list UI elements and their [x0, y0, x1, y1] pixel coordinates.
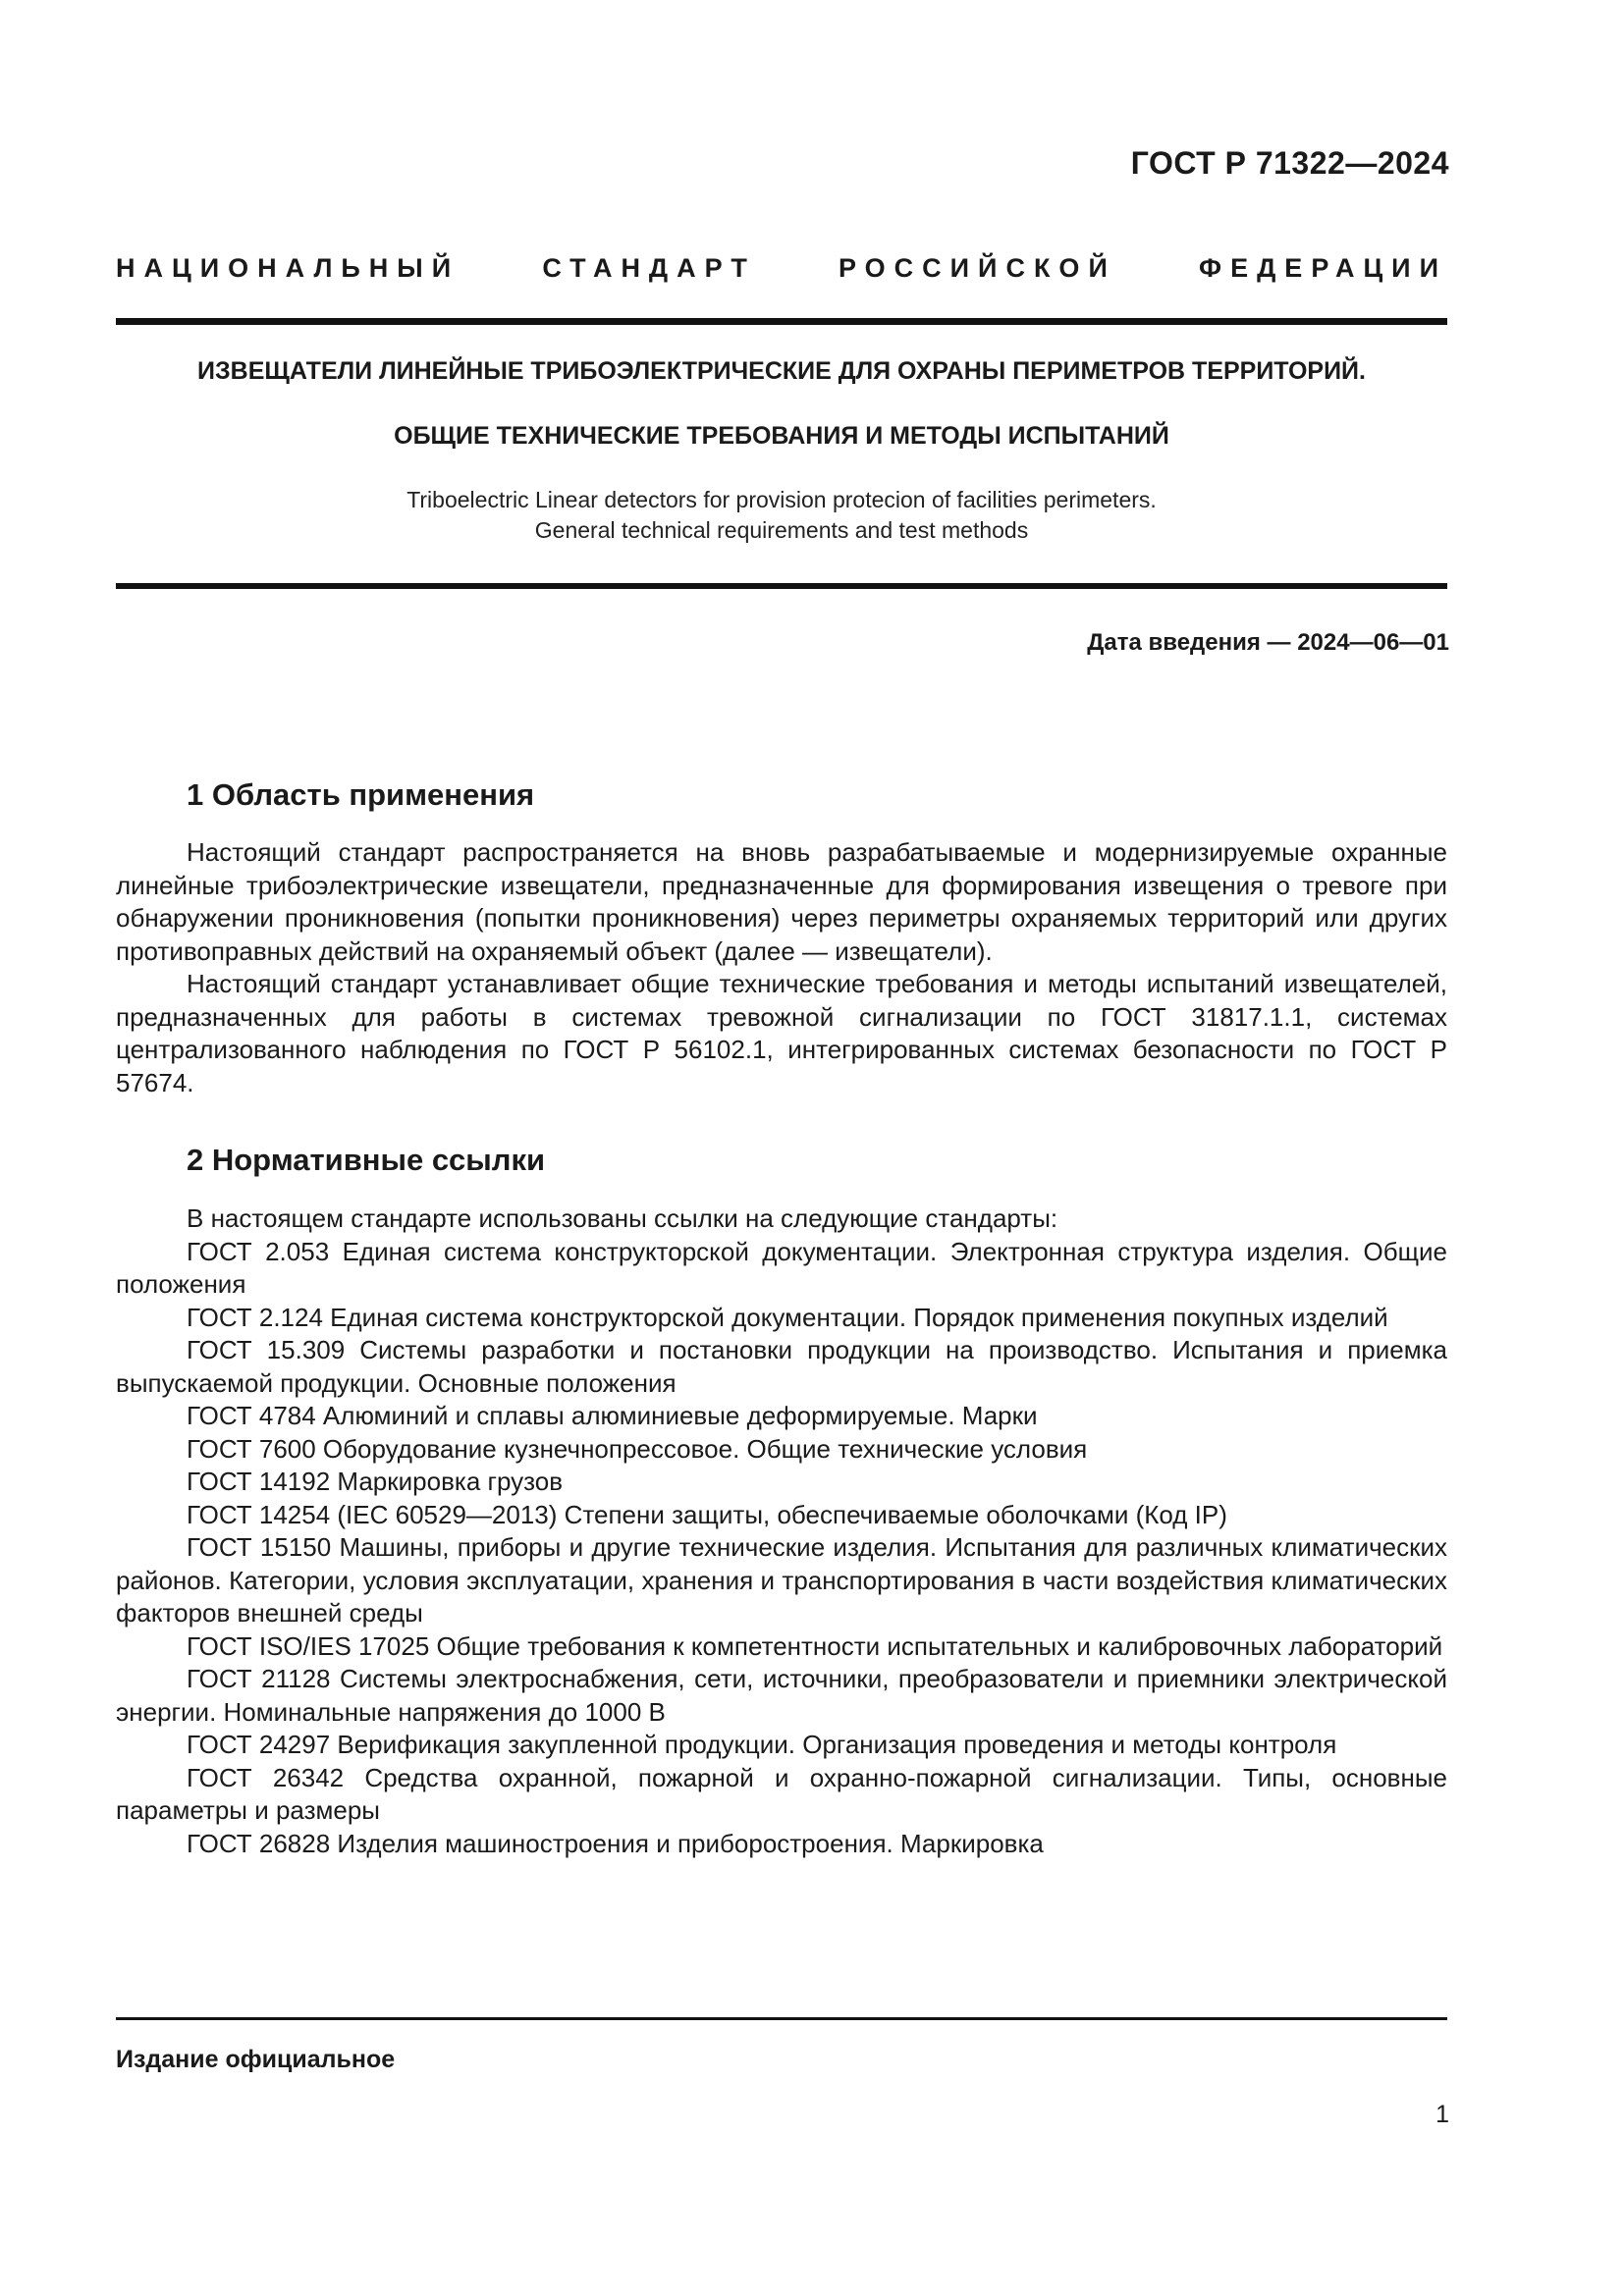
introduction-date: Дата введения — 2024—06—01 [1087, 629, 1449, 656]
title-line-2: ОБЩИЕ ТЕХНИЧЕСКИЕ ТРЕБОВАНИЯ И МЕТОДЫ ИСПЫТАНИЙ [394, 422, 1169, 450]
reference-item: ГОСТ 4784 Алюминий и сплавы алюминиевые деформируемые. Марки [187, 1401, 1038, 1430]
title-divider [116, 583, 1447, 589]
reference-item: ГОСТ 21128 Системы электроснабжения, сети, источники, преобразователи и приемники электрической энергии. Номинальные напряжения до 1000 В [116, 1664, 1447, 1727]
document-number: ГОСТ Р 71322—2024 [1130, 145, 1449, 181]
reference-item: ГОСТ 2.124 Единая система конструкторской документации. Порядок применения покупных изделий [187, 1302, 1388, 1332]
reference-item: ГОСТ 14254 (IEC 60529—2013) Степени защиты, обеспечиваемые оболочками (Код IP) [187, 1499, 1227, 1529]
section-1-heading: 1 Область применения [187, 777, 535, 812]
reference-item: ГОСТ 15.309 Системы разработки и постановки продукции на производство. Испытания и приемка выпускаемой продукции. Основные положения [116, 1335, 1447, 1398]
reference-item: ГОСТ 7600 Оборудование кузнечнопрессовое. Общие технические условия [187, 1433, 1088, 1464]
reference-item: ГОСТ ISO/IES 17025 Общие требования к компетентности испытательных и калибровочных лабораторий [187, 1630, 1443, 1661]
paragraph: В настоящем стандарте использованы ссылки на следующие стандарты: [187, 1203, 1058, 1233]
english-title [116, 485, 1447, 546]
section-1-body [116, 836, 1447, 1099]
reference-item: ГОСТ 24297 Верификация закупленной продукции. Организация проведения и методы контроля [187, 1730, 1337, 1759]
page-number: 1 [1435, 2101, 1449, 2128]
national-standard-banner: НАЦИОНАЛЬНЫЙ СТАНДАРТ РОССИЙСКОЙ ФЕДЕРАЦИИ [116, 253, 1447, 283]
section-2-body [116, 1202, 1447, 1860]
reference-item: ГОСТ 26342 Средства охранной, пожарной и охранно-пожарной сигнализации. Типы, основные параметры и размеры [116, 1762, 1447, 1825]
official-edition-label: Издание официальное [116, 2046, 396, 2073]
paragraph: Настоящий стандарт устанавливает общие технические требования и методы испытаний извещателей, предназначенных для работы в системах тревожной сигнализации по ГОСТ 31817.1.1, системах централизованного наблюдения по ГОСТ Р 56102.1, интегрированных системах безопасности по ГОСТ Р 57674. [116, 969, 1447, 1097]
english-title-line-2: General technical requirements and test methods [534, 517, 1029, 543]
top-divider [116, 318, 1447, 325]
reference-item: ГОСТ 26828 Изделия машиностроения и приборостроения. Маркировка [187, 1828, 1044, 1858]
section-2-heading: 2 Нормативные ссылки [187, 1143, 546, 1177]
paragraph: Настоящий стандарт распространяется на вновь разрабатываемые и модернизируемые охранные линейные трибоэлектрические извещатели, предназначенные для формирования извещения о тревоге при обнаружении проникновения (попытки проникновения) через периметры охраняемых территорий или других противоправных действий на охраняемый объект (далее — извещатели). [116, 837, 1447, 966]
title-line-1: ИЗВЕЩАТЕЛИ ЛИНЕЙНЫЕ ТРИБОЭЛЕКТРИЧЕСКИЕ ДЛЯ ОХРАНЫ ПЕРИМЕТРОВ ТЕРРИТОРИЙ. [197, 357, 1366, 385]
reference-item: ГОСТ 15150 Машины, приборы и другие технические изделия. Испытания для различных климатических районов. Категории, условия эксплуатации, хранения и транспортирования в части воздействия климатических факторов внешней среды [116, 1532, 1447, 1628]
english-title-line-1: Triboelectric Linear detectors for provision protecion of facilities perimeters. [406, 487, 1157, 512]
footer-divider [116, 2017, 1447, 2020]
reference-item: ГОСТ 2.053 Единая система конструкторской документации. Электронная структура изделия. Общие положения [116, 1236, 1447, 1299]
reference-item: ГОСТ 14192 Маркировка грузов [187, 1467, 564, 1496]
